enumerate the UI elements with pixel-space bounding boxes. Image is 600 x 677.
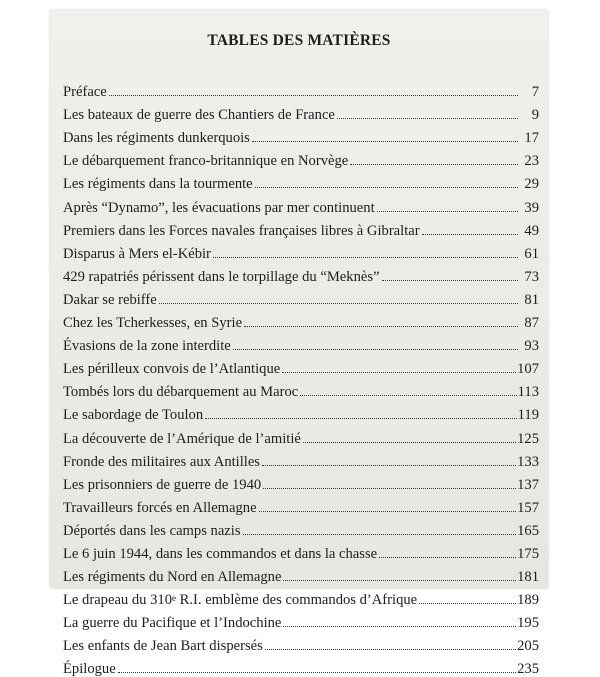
page-title: TABLES DES MATIÈRES [207, 32, 391, 49]
toc-entry [63, 331, 539, 354]
toc-entry-page-number: 137 [517, 476, 539, 493]
toc-entry-page-number: 165 [517, 522, 539, 539]
toc-entry-label: Les régiments dans la tourmente [63, 176, 253, 193]
toc-entry [63, 585, 539, 608]
ordinal-superscript: e [172, 593, 177, 604]
toc-entry [63, 308, 539, 331]
toc-entry-label: Tombés lors du débarquement au Maroc [63, 384, 299, 401]
dot-leader [377, 211, 518, 212]
dot-leader [379, 557, 516, 558]
toc-entry-page-number: 189 [517, 592, 539, 609]
toc-entry [63, 216, 539, 239]
toc-entry-label: Disparus à Mers el-Kébir [63, 245, 211, 262]
toc-entry-page-number: 9 [531, 107, 539, 124]
toc-entry-page-number: 181 [517, 569, 539, 586]
dot-leader [282, 372, 516, 373]
toc-entry-page-number: 125 [517, 430, 539, 447]
toc-entry [63, 239, 539, 262]
toc-entry [63, 539, 539, 562]
toc-entry [63, 100, 539, 123]
toc-entry-label: Dans les régiments dunkerquois [63, 130, 250, 147]
dot-leader [337, 118, 518, 119]
toc-entry-page-number: 113 [517, 384, 539, 401]
dot-leader [109, 95, 518, 96]
dot-leader [303, 442, 516, 443]
dot-leader [259, 511, 517, 512]
dot-leader [283, 626, 516, 627]
toc-entry-page-number: 87 [524, 315, 539, 332]
toc-entry-page-number: 7 [531, 84, 539, 101]
toc-entry-page-number: 175 [517, 545, 539, 562]
toc-entry-label: Premiers dans les Forces navales françaises libres à Gibraltar [63, 222, 420, 239]
toc-entry-label: La guerre du Pacifique et l’Indochine [63, 615, 282, 632]
toc-entry [63, 470, 539, 493]
toc-entry-page-number: 133 [517, 453, 539, 470]
toc-entry [63, 262, 539, 285]
dot-leader [262, 465, 516, 466]
dot-leader [213, 257, 518, 258]
dot-leader [265, 649, 516, 650]
dot-leader [419, 603, 516, 604]
toc-entry-page-number: 107 [517, 361, 539, 378]
dot-leader [283, 580, 516, 581]
toc-entry [63, 562, 539, 585]
dot-leader [233, 349, 518, 350]
toc-entry-label: 429 rapatriés périssent dans le torpillage du “Meknès” [63, 268, 380, 285]
dot-leader [300, 395, 516, 396]
toc-entry-label: Les régiments du Nord en Allemagne [63, 569, 282, 586]
toc-entry-page-number: 205 [517, 638, 539, 655]
book-page [50, 10, 548, 677]
toc-entry [63, 516, 539, 539]
toc-entry-label: Les périlleux convois de l’Atlantique [63, 361, 281, 378]
toc-entry [63, 631, 539, 654]
toc-entry-label: Préface [63, 84, 107, 101]
toc-entry [63, 608, 539, 631]
toc-entry-page-number: 235 [517, 661, 539, 677]
toc-entry-label: Le 6 juin 1944, dans les commandos et dans la chasse [63, 545, 378, 562]
toc-entry-page-number: 119 [517, 407, 539, 424]
toc-entry [63, 169, 539, 192]
toc-entry-page-number: 61 [524, 245, 539, 262]
toc-entry-label: Les bateaux de guerre des Chantiers de France [63, 107, 335, 124]
toc-entry-label: Les prisonniers de guerre de 1940 [63, 476, 262, 493]
toc-entry [63, 423, 539, 446]
dot-leader [350, 164, 518, 165]
toc-entry-page-number: 195 [517, 615, 539, 632]
toc-entry-page-number: 17 [524, 130, 539, 147]
toc-entry [63, 192, 539, 215]
toc-entry-label: Après “Dynamo”, les évacuations par mer continuent [63, 199, 375, 216]
toc-entry-label: Évasions de la zone interdite [63, 338, 231, 355]
toc-entry-page-number: 29 [524, 176, 539, 193]
toc-entry-page-number: 49 [524, 222, 539, 239]
dot-leader [205, 418, 516, 419]
toc-entry [63, 447, 539, 470]
dot-leader [263, 488, 516, 489]
dot-leader [422, 234, 518, 235]
dot-leader [118, 672, 516, 673]
dot-leader [252, 141, 518, 142]
toc-entry-label: Déportés dans les camps nazis [63, 522, 241, 539]
toc-list [63, 77, 539, 677]
toc-entry [63, 377, 539, 400]
toc-entry-label: Le débarquement franco-britannique en Norvège [63, 153, 349, 170]
toc-entry-page-number: 23 [524, 153, 539, 170]
toc-entry-page-number: 157 [517, 499, 539, 516]
toc-entry-page-number: 39 [524, 199, 539, 216]
toc-entry [63, 123, 539, 146]
toc-entry [63, 354, 539, 377]
dot-leader [382, 280, 518, 281]
toc-entry-label: Épilogue [63, 661, 116, 677]
toc-entry [63, 493, 539, 516]
toc-entry-page-number: 73 [524, 268, 539, 285]
toc-entry-label: Le drapeau du 310e R.I. emblème des commandos d’Afrique [63, 592, 418, 609]
dot-leader [243, 534, 517, 535]
toc-entry-label: Chez les Tcherkesses, en Syrie [63, 315, 243, 332]
toc-entry [63, 146, 539, 169]
toc-entry-label: Dakar se rebiffe [63, 291, 157, 308]
toc-entry [63, 400, 539, 423]
toc-entry-label: Travailleurs forcés en Allemagne [63, 499, 257, 516]
toc-entry-label: Fronde des militaires aux Antilles [63, 453, 260, 470]
dot-leader [244, 326, 518, 327]
toc-entry-label: La découverte de l’Amérique de l’amitié [63, 430, 301, 447]
toc-entry-page-number: 81 [524, 291, 539, 308]
toc-entry-label: Les enfants de Jean Bart dispersés [63, 638, 263, 655]
dot-leader [255, 187, 518, 188]
dot-leader [159, 303, 518, 304]
toc-entry [63, 654, 539, 677]
toc-entry [63, 285, 539, 308]
toc-entry-label: Le sabordage de Toulon [63, 407, 204, 424]
toc-entry [63, 77, 539, 100]
toc-entry-page-number: 93 [524, 338, 539, 355]
